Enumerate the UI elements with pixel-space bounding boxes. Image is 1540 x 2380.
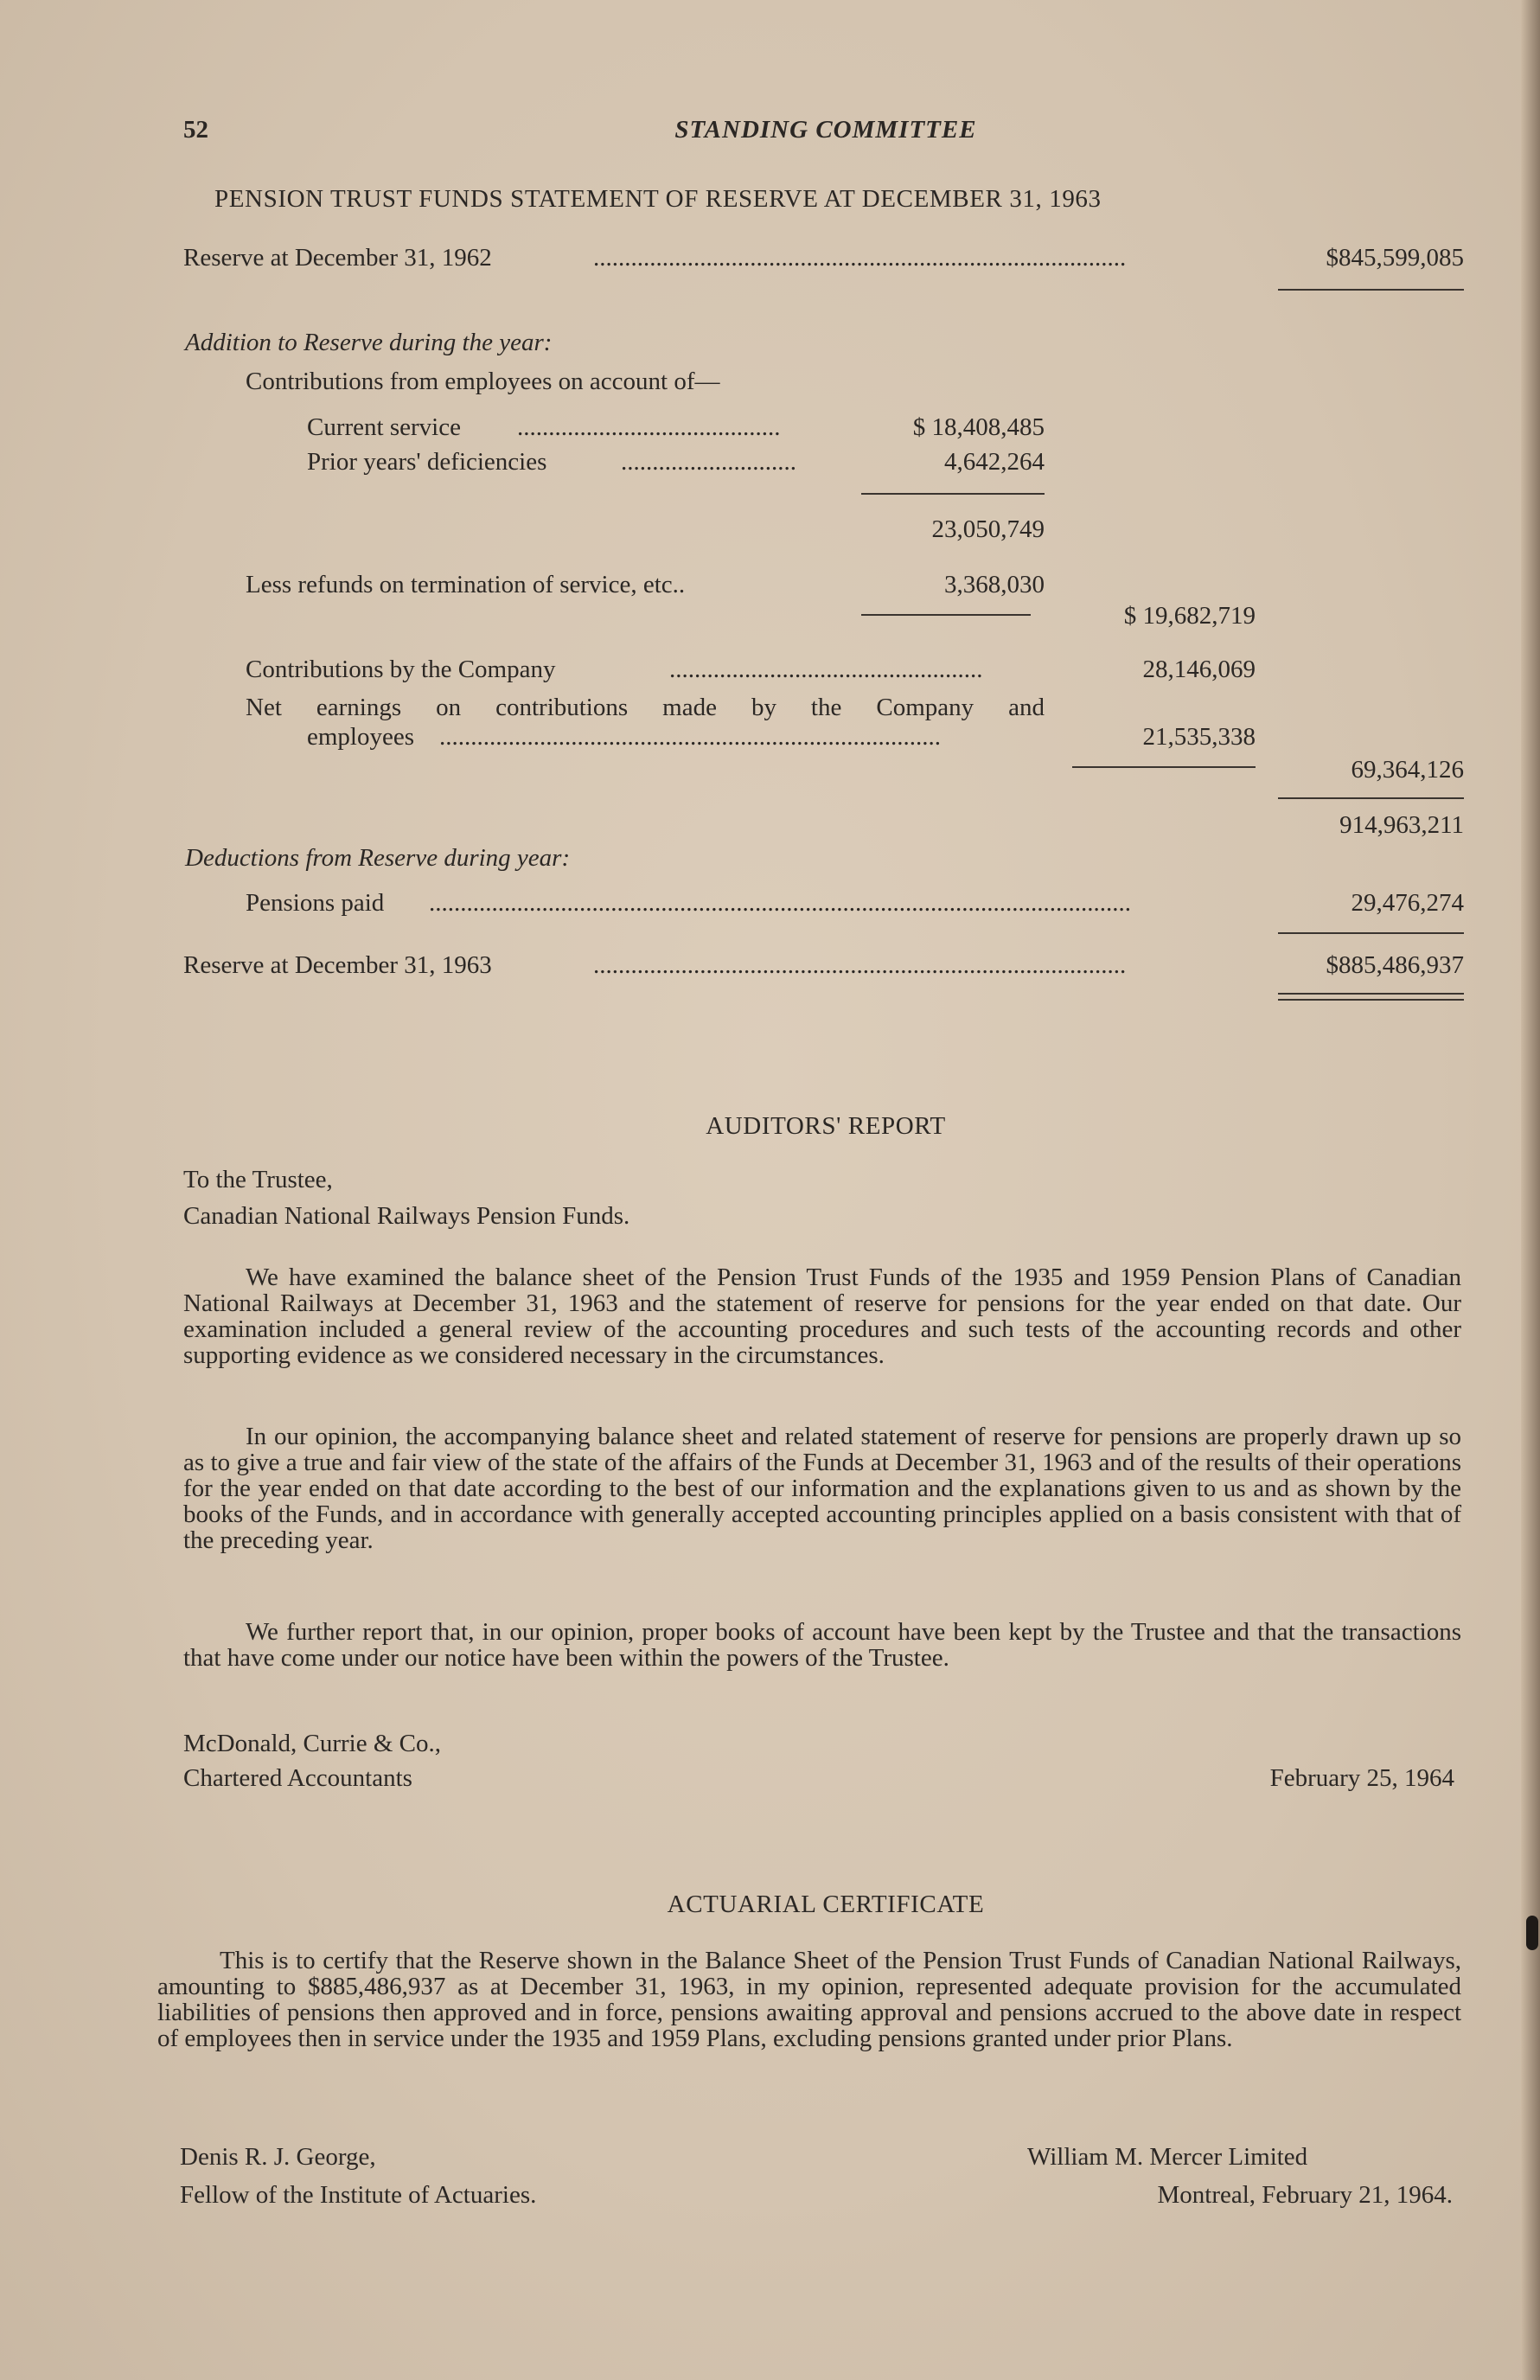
actuary-title: Fellow of the Institute of Actuaries. <box>180 2181 537 2209</box>
leader-dots: ..................................................................................... <box>593 244 1127 272</box>
ink-smudge <box>1526 1916 1538 1950</box>
net-employee-value: $ 19,682,719 <box>1123 602 1256 630</box>
refunds-label: Less refunds on termination of service, etc.. <box>246 571 686 598</box>
leader-dots: ............................ <box>621 448 796 476</box>
running-title: STANDING COMMITTEE <box>674 116 977 144</box>
sum-value: 914,963,211 <box>1339 811 1464 839</box>
auditors-firm-title: Chartered Accountants <box>183 1764 412 1792</box>
auditors-paragraph-3: We further report that, in our opinion, proper books of account have been kept by the Trustee and that the transactions that have come under our notice have been within the powers of the Trustee. <box>183 1618 1461 1672</box>
auditors-salutation-line2: Canadian National Railways Pension Funds. <box>183 1202 630 1230</box>
leader-dots: ................................................................................ <box>439 723 941 751</box>
actuarial-paragraph: This is to certify that the Reserve shown in the Balance Sheet of the Pension Trust Funds of Canadian National Railways, amounting to $885,486,937 as at December 31, 1963, in my opinion, represented adequate provision for the accumulated liabilities of pensions then approved and in force, pensions awaiting approval and pensions accrued to the above date in respect of employees then in service under the 1935 and 1959 Plans, excluding pensions granted under prior Plans. <box>157 1947 1461 2052</box>
rule <box>1278 797 1464 799</box>
auditors-paragraph-1: We have examined the balance sheet of the Pension Trust Funds of the 1935 and 1959 Pension Plans of Canadian National Railways at December 31, 1963 and the statement of reserve for pensions for the year ended on that date. Our examination included a general review of the accounting procedures and such tests of the accounting records and other supporting evidence as we considered necessary in the circumstances. <box>183 1264 1461 1369</box>
double-rule <box>1278 993 1464 1001</box>
subtotal-value: 23,050,749 <box>931 515 1045 543</box>
actuary-firm: William M. Mercer Limited <box>1027 2143 1308 2171</box>
rule <box>861 614 1031 616</box>
prior-years-value: 4,642,264 <box>944 448 1045 476</box>
actuarial-certificate-title: ACTUARIAL CERTIFICATE <box>667 1891 985 1918</box>
prior-years-label: Prior years' deficiencies <box>307 448 547 476</box>
leader-dots: .................................................. <box>669 656 983 683</box>
reserve-1963-label: Reserve at December 31, 1963 <box>183 951 492 979</box>
net-earnings-label-line1: Net earnings on contributions made by the Company and <box>246 694 1045 721</box>
leader-dots: ..................................................................................... <box>593 951 1127 979</box>
current-service-value: $ 18,408,485 <box>912 413 1045 441</box>
rule <box>1278 289 1464 291</box>
pensions-paid-label: Pensions paid <box>246 889 385 917</box>
pensions-paid-value: 29,476,274 <box>1351 889 1464 917</box>
page-number: 52 <box>183 116 208 144</box>
auditors-paragraph-2: In our opinion, the accompanying balance sheet and related statement of reserve for pensions are properly drawn up so as to give a true and fair view of the state of the affairs of the Funds at December 31, 1963 and of the results of their operations for the year ended on that date according to the best of our information and the explanations given to us and as shown by the books of the Funds, and in accordance with generally accepted accounting principles applied on a basis consistent with that of the preceding year. <box>183 1423 1461 1554</box>
actuary-place-date: Montreal, February 21, 1964. <box>1157 2181 1453 2209</box>
reserve-1962-value: $845,599,085 <box>1326 244 1464 272</box>
rule <box>861 493 1045 495</box>
page-edge-shadow <box>1521 0 1540 2380</box>
leader-dots: .......................................... <box>517 413 781 441</box>
auditors-salutation-line1: To the Trustee, <box>183 1166 333 1193</box>
additions-heading: Addition to Reserve during the year: <box>185 329 553 356</box>
actuary-name: Denis R. J. George, <box>180 2143 376 2171</box>
statement-title: PENSION TRUST FUNDS STATEMENT OF RESERVE AT DECEMBER 31, 1963 <box>214 185 1102 213</box>
net-earnings-label-line2: employees <box>307 723 415 751</box>
company-contrib-value: 28,146,069 <box>1142 656 1256 683</box>
reserve-1963-value: $885,486,937 <box>1326 951 1464 979</box>
rule <box>1278 932 1464 934</box>
reserve-1962-label: Reserve at December 31, 1962 <box>183 244 492 272</box>
contributions-label: Contributions from employees on account of— <box>246 368 720 395</box>
auditors-firm-name: McDonald, Currie & Co., <box>183 1730 442 1757</box>
refunds-value: 3,368,030 <box>944 571 1045 598</box>
company-contrib-label: Contributions by the Company <box>246 656 556 683</box>
leader-dots: ................................................................................................................ <box>429 889 1131 917</box>
auditors-report-title: AUDITORS' REPORT <box>706 1112 946 1140</box>
total-additions-value: 69,364,126 <box>1351 756 1464 784</box>
net-earnings-value: 21,535,338 <box>1142 723 1256 751</box>
auditors-report-date: February 25, 1964 <box>1269 1764 1454 1792</box>
rule <box>1072 766 1256 768</box>
deductions-heading: Deductions from Reserve during year: <box>185 844 571 872</box>
current-service-label: Current service <box>307 413 461 441</box>
